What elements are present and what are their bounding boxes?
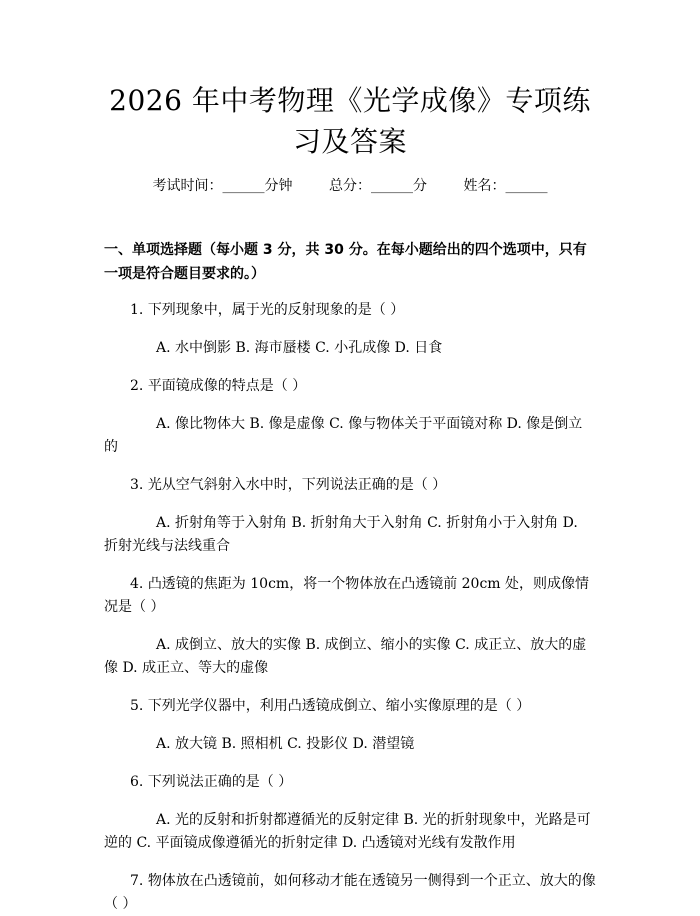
question-3 <box>104 474 596 558</box>
total-score-blank: ______ <box>371 178 413 194</box>
question-stem <box>104 695 596 718</box>
question-stem <box>104 771 596 794</box>
section-heading-single-choice: 一、单项选择题（每小题 3 分，共 30 分。在每小题给出的四个选项中，只有一项是符合题目要求的。） <box>104 242 587 282</box>
question-options: A. 放大镜 B. 照相机 C. 投影仪 D. 潜望镜 <box>156 736 415 752</box>
question-number: 1. <box>130 302 144 318</box>
question-text: 下列光学仪器中，利用凸透镜成倒立、缩小实像原理的是（ ） <box>147 698 531 714</box>
question-7 <box>104 870 596 916</box>
question-number: 2. <box>130 378 144 394</box>
question-options: A. 成倒立、放大的实像 B. 成倒立、缩小的实像 C. 成正立、放大的虚像 D. 成正立、等大的虚像 <box>104 637 587 676</box>
question-text: 平面镜成像的特点是（ ） <box>147 378 307 394</box>
question-stem <box>104 573 596 619</box>
total-score-unit: 分 <box>413 178 427 194</box>
exam-info-line <box>104 176 596 196</box>
exam-time-blank: ______ <box>222 178 265 194</box>
question-options: A. 像比物体大 B. 像是虚像 C. 像与物体关于平面镜对称 D. 像是倒立的 <box>104 416 583 455</box>
question-number: 3. <box>130 477 144 493</box>
student-name-field <box>463 176 547 196</box>
question-number: 4. <box>130 576 144 592</box>
exam-time-unit: 分钟 <box>264 178 293 194</box>
question-6 <box>104 771 596 855</box>
question-options: A. 折射角等于入射角 B. 折射角大于入射角 C. 折射角小于入射角 D. 折射光线与法线重合 <box>104 515 578 554</box>
student-name-blank: ______ <box>505 178 548 194</box>
question-stem <box>104 299 596 322</box>
question-stem <box>104 474 596 497</box>
student-name-label: 姓名： <box>463 178 506 194</box>
total-score-field <box>329 176 427 196</box>
question-text: 凸透镜的焦距为 10cm，将一个物体放在凸透镜前 20cm 处，则成像情况是（ ） <box>104 576 590 615</box>
question-1 <box>104 299 596 360</box>
question-text: 下列现象中，属于光的反射现象的是（ ） <box>147 302 405 318</box>
question-number: 6. <box>130 774 144 790</box>
document-title: 2026 年中考物理《光学成像》专项练习及答案 <box>109 84 591 158</box>
question-stem <box>104 870 596 916</box>
question-options: A. 水中倒影 B. 海市蜃楼 C. 小孔成像 D. 日食 <box>156 340 443 356</box>
question-number: 7. <box>130 873 144 889</box>
question-5 <box>104 695 596 756</box>
question-options: A. 光的反射和折射都遵循光的反射定律 B. 光的折射现象中，光路是可逆的 C. 平面镜成像遵循光的折射定律 D. 凸透镜对光线有发散作用 <box>104 812 591 851</box>
question-4 <box>104 573 596 680</box>
question-number: 5. <box>130 698 144 714</box>
question-text: 光从空气斜射入水中时，下列说法正确的是（ ） <box>147 477 447 493</box>
question-stem <box>104 375 596 398</box>
question-text: 物体放在凸透镜前，如何移动才能在透镜另一侧得到一个正立、放大的像（ ） <box>104 873 596 912</box>
question-2 <box>104 375 596 459</box>
total-score-label: 总分： <box>329 178 371 194</box>
question-text: 下列说法正确的是（ ） <box>147 774 293 790</box>
exam-time-label: 考试时间： <box>152 178 223 194</box>
exam-time-field <box>153 176 293 196</box>
